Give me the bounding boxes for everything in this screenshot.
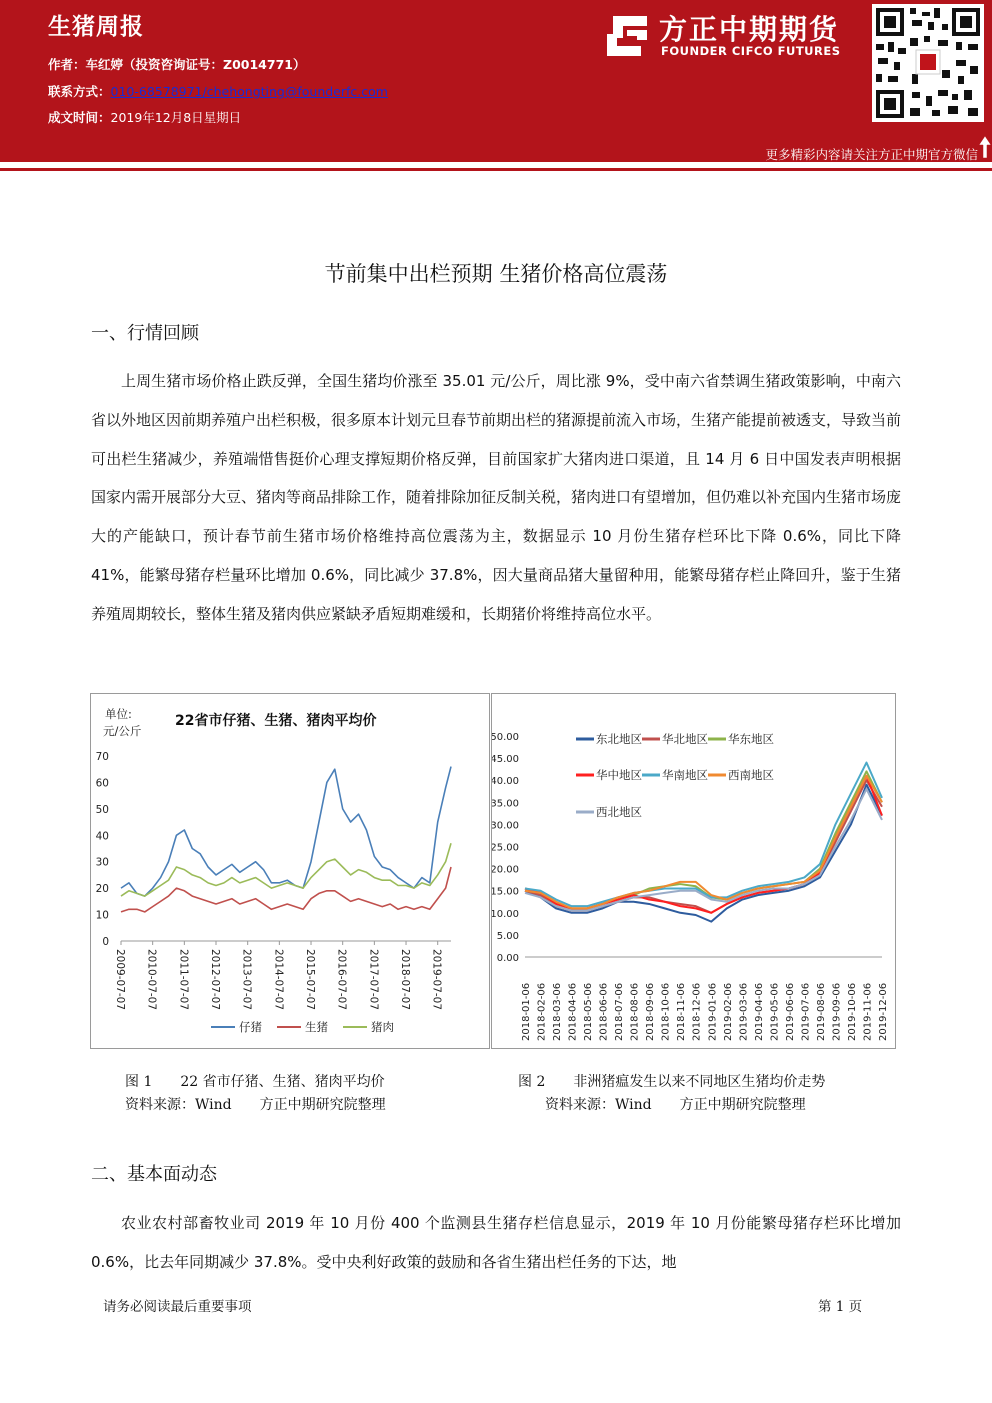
chart-1-legend-label: 猪肉 — [371, 1020, 394, 1034]
chart-2-y-tick-label: 25.00 — [492, 842, 519, 854]
chart-2-x-tick-label: 2018-01-06 — [521, 982, 532, 1041]
report-type-title: 生猪周报 — [48, 14, 144, 40]
chart-1-x-tick-label: 2014-07-07 — [272, 949, 285, 1011]
chart-1-y-tick-label: 60 — [95, 777, 109, 790]
footer-page-number: 第 1 页 — [818, 1299, 863, 1315]
section-paragraph-market-review — [91, 362, 901, 634]
chart-2-x-tick-label: 2019-06-06 — [784, 982, 796, 1041]
report-header — [0, 0, 992, 162]
author-label: 作者： — [48, 57, 86, 72]
chart-2-legend-label: 东北地区 — [596, 732, 642, 746]
header-rule — [0, 168, 992, 171]
chart-1-unit-label: 元/公斤 — [103, 724, 142, 738]
chart-2-legend-label: 华北地区 — [662, 732, 708, 746]
chart-2-legend-label: 西南地区 — [728, 768, 774, 782]
chart-2-y-tick-label: 50.00 — [492, 732, 519, 743]
chart-2-x-tick-label: 2019-11-06 — [862, 982, 874, 1041]
chart-1-x-tick-label: 2010-07-07 — [145, 949, 158, 1011]
chart-2-x-tick-label: 2018-07-06 — [614, 982, 626, 1041]
chart-2-x-tick-label: 2019-10-06 — [846, 982, 858, 1041]
chart-2-x-tick-label: 2018-12-06 — [691, 982, 703, 1041]
company-name-en: FOUNDER CIFCO FUTURES — [661, 44, 841, 58]
chart-1-x-tick-label: 2009-07-07 — [114, 949, 126, 1011]
chart-2-y-tick-label: 0.00 — [496, 953, 519, 964]
date-label: 成文时间： — [48, 110, 111, 125]
qr-code-icon[interactable] — [872, 4, 984, 122]
date-line — [48, 108, 241, 126]
author-value: 车红婷（投资咨询证号：Z0014771） — [85, 57, 306, 72]
author-line — [48, 55, 305, 73]
chart-1-y-tick-label: 20 — [95, 883, 109, 896]
chart-2-svg — [492, 694, 895, 1048]
chart-1-y-tick-label: 40 — [95, 830, 109, 843]
chart-2-y-tick-label: 45.00 — [492, 754, 519, 766]
chart-2-x-tick-label: 2018-11-06 — [676, 982, 688, 1041]
chart-1-x-tick-label: 2018-07-07 — [399, 949, 412, 1011]
chart-2-frame — [491, 693, 896, 1049]
company-logo — [603, 8, 865, 64]
chart-1-title: 22省市仔猪、生猪、猪肉平均价 — [175, 713, 377, 729]
date-value: 2019年12月8日星期日 — [110, 110, 242, 125]
contact-label: 联系方式： — [48, 84, 111, 99]
chart-2-x-tick-label: 2019-09-06 — [831, 982, 843, 1041]
chart-2-legend-label: 华中地区 — [596, 768, 642, 782]
chart-1-x-tick-label: 2017-07-07 — [367, 949, 380, 1011]
chart-2-x-tick-label: 2019-12-06 — [878, 982, 889, 1041]
figure-1-source: 资料来源：Wind 方正中期研究院整理 — [125, 1097, 386, 1113]
chart-2-y-tick-label: 30.00 — [492, 820, 519, 832]
section-heading-market-review: 一、行情回顾 — [91, 323, 199, 344]
chart-2-y-tick-label: 10.00 — [492, 908, 519, 920]
chart-1-legend-label: 生猪 — [305, 1020, 328, 1034]
contact-link[interactable]: 010-68578971/chehongting@founderfc.com — [110, 84, 388, 99]
chart-1-x-tick-label: 2015-07-07 — [304, 949, 317, 1011]
section-paragraph-fundamentals — [91, 1204, 901, 1282]
figure-1-caption: 图 1 22 省市仔猪、生猪、猪肉平均价 — [125, 1074, 385, 1090]
chart-1-unit-label: 单位: — [105, 707, 132, 721]
chart-2-y-tick-label: 20.00 — [492, 864, 519, 876]
chart-2-x-tick-label: 2018-06-06 — [598, 982, 610, 1041]
chart-1-x-tick-label: 2016-07-07 — [335, 949, 348, 1011]
chart-1-series-line — [121, 867, 451, 912]
figure-2-source: 资料来源：Wind 方正中期研究院整理 — [545, 1097, 806, 1113]
chart-2-y-tick-label: 5.00 — [496, 930, 519, 942]
chart-1-y-tick-label: 30 — [95, 856, 109, 869]
chart-1-y-tick-label: 50 — [95, 803, 109, 816]
chart-2-x-tick-label: 2019-04-06 — [753, 982, 765, 1041]
paragraph-text: 农业农村部畜牧业司 2019 年 10 月份 400 个监测县生猪存栏信息显示，2019 年 10 月份能繁母猪存栏环比增加 0.6%，比去年同期减少 37.8%。受中央利好政策的鼓励和各省生猪出栏任务的下达，地 — [91, 1214, 901, 1271]
founder-logo-icon — [603, 12, 651, 60]
chart-2-x-tick-label: 2018-03-06 — [552, 982, 564, 1041]
section-heading-fundamentals: 二、基本面动态 — [91, 1164, 217, 1185]
chart-2-y-tick-label: 35.00 — [492, 798, 519, 810]
chart-1-y-tick-label: 70 — [95, 751, 109, 763]
chart-2-x-tick-label: 2018-08-06 — [629, 982, 641, 1041]
chart-2-x-tick-label: 2018-09-06 — [645, 982, 657, 1041]
chart-2-x-tick-label: 2019-08-06 — [815, 982, 827, 1041]
chart-2-x-tick-label: 2018-04-06 — [567, 982, 579, 1041]
contact-line — [48, 82, 388, 100]
follow-wechat-text: 更多精彩内容请关注方正中期官方微信 — [765, 147, 978, 162]
arrow-up-icon — [978, 134, 992, 160]
figure-2-caption: 图 2 非洲猪瘟发生以来不同地区生猪均价走势 — [518, 1074, 826, 1090]
company-name-cn: 方正中期期货 — [659, 13, 840, 46]
chart-2-x-tick-label: 2019-01-06 — [707, 982, 719, 1041]
chart-2-y-tick-label: 40.00 — [492, 776, 519, 788]
paragraph-text: 上周生猪市场价格止跌反弹，全国生猪均价涨至 35.01 元/公斤，周比涨 9%，受中南六省禁调生猪政策影响，中南六省以外地区因前期养殖户出栏积极，很多原本计划元旦春节前期出栏的猪源提前流入市场，生猪产能提前被透支，导致当前可出栏生猪减少，养殖端惜售挺价心理支撑短期价格反弹，目前国家扩大猪肉进口渠道，且 14 月 6 日中国发表声明根据国家内需开展部分大豆、猪肉等商品排除工作，随着排除加征反制关税，猪肉进口有望增加，但仍难以补充国内生猪市场庞大的产能缺口，预计春节前生猪市场价格维持高位震荡为主，数据显示 10 月份生猪存栏环比下降 0.6%，同比下降 41%，能繁母猪存栏量环比增加 0.6%，同比减少 37.8%，因大量商品猪大量留种用，能繁母猪存栏止降回升，鉴于生猪养殖周期较长，整体生猪及猪肉供应紧缺矛盾短期难缓和，长期猪价将维持高位水平。 — [91, 372, 902, 623]
chart-2-x-tick-label: 2018-05-06 — [583, 982, 595, 1041]
chart-2-x-tick-label: 2019-07-06 — [800, 982, 812, 1041]
chart-2-x-tick-label: 2019-02-06 — [722, 982, 734, 1041]
chart-1-svg — [91, 694, 489, 1048]
chart-2-series-line — [525, 763, 882, 907]
footer-disclaimer: 请务必阅读最后重要事项 — [103, 1299, 252, 1315]
chart-1-x-tick-label: 2012-07-07 — [209, 949, 222, 1011]
chart-2-y-tick-label: 15.00 — [492, 886, 519, 898]
chart-1-x-tick-label: 2011-07-07 — [177, 949, 190, 1011]
chart-2-legend-label: 华南地区 — [662, 768, 708, 782]
chart-2-legend-label: 华东地区 — [728, 732, 774, 746]
chart-2-legend-label: 西北地区 — [596, 805, 642, 819]
chart-1-x-tick-label: 2019-07-07 — [430, 949, 443, 1011]
chart-2-x-tick-label: 2019-05-06 — [769, 982, 781, 1041]
chart-1-series-line — [121, 843, 451, 896]
document-title: 节前集中出栏预期 生猪价格高位震荡 — [324, 262, 668, 286]
chart-2-x-tick-label: 2019-03-06 — [738, 982, 750, 1041]
chart-2-x-tick-label: 2018-02-06 — [536, 982, 548, 1041]
chart-1-y-tick-label: 0 — [102, 936, 109, 948]
chart-2-x-tick-label: 2018-10-06 — [660, 982, 672, 1041]
chart-1-y-tick-label: 10 — [95, 909, 109, 922]
chart-1-frame — [90, 693, 490, 1049]
chart-1-legend-label: 仔猪 — [239, 1020, 262, 1034]
chart-1-x-tick-label: 2013-07-07 — [240, 949, 253, 1011]
